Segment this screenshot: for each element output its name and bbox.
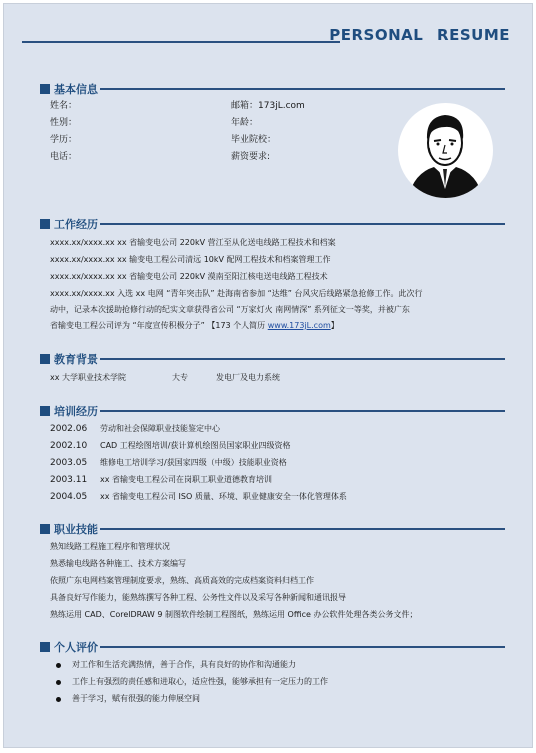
salary-label: 薪资要求: bbox=[231, 152, 271, 162]
age-label: 年龄： bbox=[231, 118, 259, 128]
section-marker-icon bbox=[40, 642, 50, 652]
name-label: 姓名： bbox=[50, 101, 78, 111]
education-school: xx 大学职业技术学院 bbox=[50, 373, 127, 382]
section-rule bbox=[100, 88, 505, 90]
section-rule bbox=[100, 223, 505, 225]
evaluation-item: 对工作和生活充满热情，善于合作，具有良好的协作和沟通能力 bbox=[72, 660, 296, 669]
email-value: 173jL.com bbox=[258, 101, 305, 111]
training-text: 劳动和社会保障职业技能鉴定中心 bbox=[100, 424, 220, 433]
section-rule bbox=[100, 528, 505, 530]
work-item: xxxx.xx/xxxx.xx xx 省输变电公司 220kV 漠南至阳江核电送电线路工程技术 bbox=[50, 272, 328, 281]
section-marker-icon bbox=[40, 84, 50, 94]
skill-item: 依照广东电网档案管理制度要求，熟练、高质高效的完成档案资料归档工作 bbox=[50, 576, 314, 585]
phone-label: 电话： bbox=[50, 152, 78, 162]
training-text: xx 省输变电工程公司在岗职工职业道德教育培训 bbox=[100, 475, 273, 484]
skill-item: 熟练运用 CAD、CorelDRAW 9 制图软件绘制工程图纸，熟练运用 Office 办公软件处理各类公务文件； bbox=[50, 610, 418, 619]
section-basic-info bbox=[40, 82, 505, 96]
bullet-icon bbox=[56, 663, 61, 668]
section-evaluation bbox=[40, 640, 505, 654]
training-date: 2002.06 bbox=[50, 424, 88, 434]
section-title: 工作经历 bbox=[54, 218, 98, 231]
website-link[interactable]: www.173jL.com bbox=[267, 321, 331, 330]
resume-page bbox=[3, 3, 533, 748]
section-marker-icon bbox=[40, 406, 50, 416]
section-education bbox=[40, 352, 505, 366]
section-training bbox=[40, 404, 505, 418]
bullet-icon bbox=[56, 697, 61, 702]
section-work bbox=[40, 217, 505, 231]
header-rule bbox=[22, 41, 340, 43]
skill-item: 熟知线路工程施工程序和管理状况 bbox=[50, 542, 170, 551]
training-date: 2002.10 bbox=[50, 441, 88, 451]
training-text: xx 省输变电工程公司 ISO 质量、环境、职业健康安全一体化管理体系 bbox=[100, 492, 347, 501]
skill-item: 具备良好写作能力，能熟练撰写各种工程、公务性文件以及采写各种新闻和通讯报导 bbox=[50, 593, 346, 602]
resume-title: PERSONAL RESUME bbox=[329, 26, 510, 44]
training-date: 2004.05 bbox=[50, 492, 88, 502]
work-paragraph-end: 】 bbox=[330, 321, 339, 330]
section-title: 职业技能 bbox=[54, 523, 98, 536]
section-title: 教育背景 bbox=[54, 353, 98, 366]
section-marker-icon bbox=[40, 354, 50, 364]
bullet-icon bbox=[56, 680, 61, 685]
section-title: 个人评价 bbox=[54, 641, 98, 654]
section-rule bbox=[100, 646, 505, 648]
work-paragraph-line: 动中，记录本次援助抢修行动的纪实文章获得省公司 “万家灯火 南网情深” 系列征文一等奖，并被广东 bbox=[50, 305, 410, 314]
training-date: 2003.11 bbox=[50, 475, 88, 485]
work-paragraph-line bbox=[50, 320, 339, 332]
school-label: 毕业院校： bbox=[231, 135, 277, 145]
section-title: 培训经历 bbox=[54, 405, 98, 418]
training-date: 2003.05 bbox=[50, 458, 88, 468]
work-paragraph-text: 省输变电工程公司评为 “年度宣传积极分子” 【173 个人简历 bbox=[50, 321, 268, 330]
section-title: 基本信息 bbox=[54, 83, 98, 96]
evaluation-item: 工作上有强烈的责任感和进取心，适应性强，能够承担有一定压力的工作 bbox=[72, 677, 328, 686]
education-label: 学历： bbox=[50, 135, 78, 145]
section-skills bbox=[40, 522, 505, 536]
email-label: 邮箱： bbox=[231, 101, 259, 111]
evaluation-item: 善于学习，赋有很强的能力伸展空间 bbox=[72, 694, 200, 703]
work-paragraph-line: xxxx.xx/xxxx.xx 入选 xx 电网 “青年突击队” 赴海南省参加 “达维” 台风灾后线路紧急抢修工作。此次行 bbox=[50, 289, 423, 298]
email-row bbox=[231, 100, 305, 112]
section-rule bbox=[100, 410, 505, 412]
training-text: 维修电工培训学习/获国家四级（中级）技能职业资格 bbox=[100, 458, 287, 467]
gender-label: 性别： bbox=[50, 118, 78, 128]
section-rule bbox=[100, 358, 505, 360]
work-item: xxxx.xx/xxxx.xx xx 输变电工程公司清远 10kV 配网工程技术和档案管理工作 bbox=[50, 255, 331, 264]
education-major: 发电厂及电力系统 bbox=[216, 373, 280, 382]
section-marker-icon bbox=[40, 219, 50, 229]
education-degree: 大专 bbox=[172, 373, 188, 382]
skill-item: 熟悉输电线路各种施工、技术方案编写 bbox=[50, 559, 186, 568]
profile-photo bbox=[398, 103, 493, 198]
section-marker-icon bbox=[40, 524, 50, 534]
training-text: CAD 工程绘图培训/获计算机绘图员国家职业四级资格 bbox=[100, 441, 291, 450]
work-item: xxxx.xx/xxxx.xx xx 省输变电公司 220kV 营江至从化送电线路工程技术和档案 bbox=[50, 238, 336, 247]
